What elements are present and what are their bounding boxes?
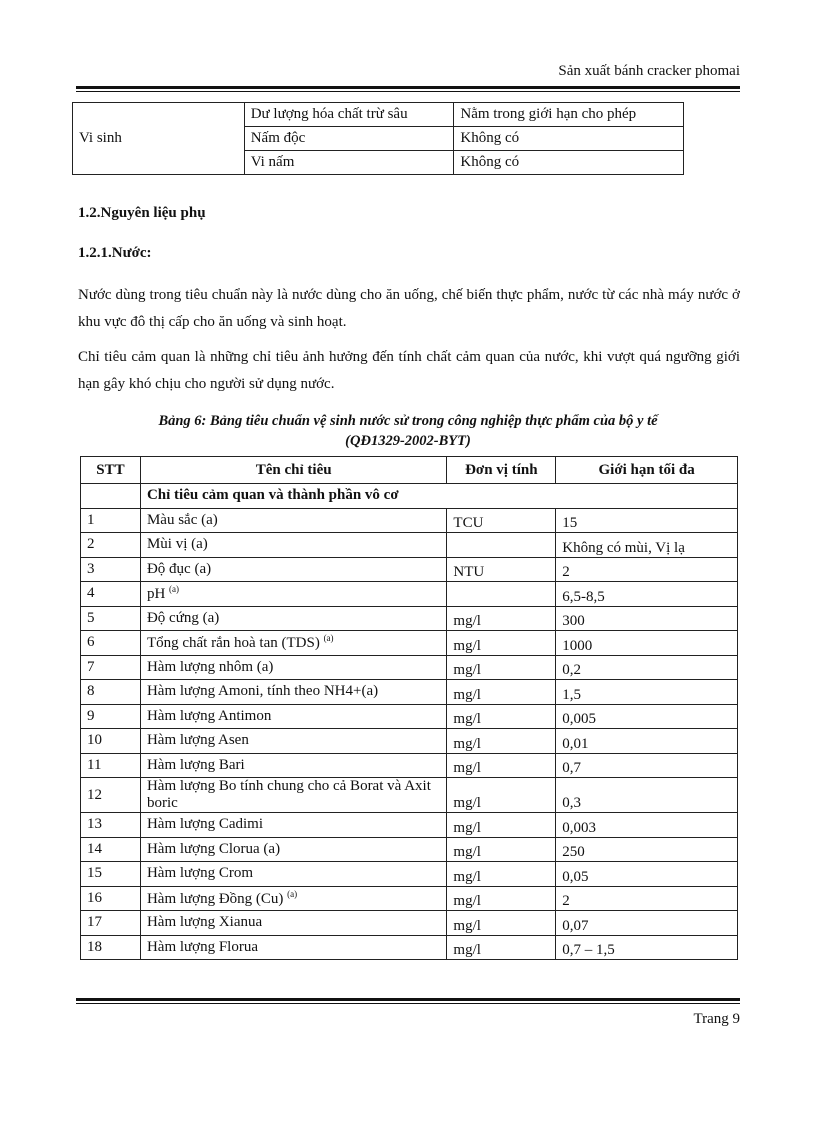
cell-text: Hàm lượng nhôm (a) [146, 658, 274, 675]
table-cell-unit: mg/l [447, 886, 556, 911]
table-cell-stt: 13 [81, 813, 141, 838]
table-row [81, 557, 738, 582]
table-cell: Nấm độc [244, 127, 454, 151]
table-cell-unit: mg/l [447, 606, 556, 631]
table-row [81, 778, 738, 813]
table-cell-name [140, 935, 446, 960]
table-cell-limit: 1,5 [556, 680, 738, 705]
column-header: Giới hạn tối đa [556, 457, 738, 484]
table-cell-name [140, 813, 446, 838]
table-cell [73, 103, 245, 127]
cell-text: Hàm lượng Cadimi [146, 816, 264, 833]
table-cell-limit: 6,5-8,5 [556, 582, 738, 607]
cell-text: Độ cứng (a) [146, 609, 220, 626]
table-row [73, 151, 684, 175]
table-cell-unit: mg/l [447, 837, 556, 862]
table-cell-limit: Không có mùi, Vị lạ [556, 533, 738, 558]
table-cell-limit: 15 [556, 508, 738, 533]
footnote-mark: (a) [323, 633, 334, 644]
table-cell-stt: 9 [81, 704, 141, 729]
table-cell-unit: mg/l [447, 631, 556, 656]
cell-text: Hàm lượng Bari [146, 756, 245, 773]
cell-text: Màu sắc (a) [146, 511, 218, 528]
table-row [81, 862, 738, 887]
cell-text: Hàm lượng Antimon [146, 707, 272, 724]
table-cell-limit: 1000 [556, 631, 738, 656]
cell-text: Mùi vị (a) [146, 536, 208, 553]
table-cell-stt: 3 [81, 557, 141, 582]
microbiology-table [72, 102, 684, 175]
table-cell-name [140, 508, 446, 533]
table-cell: Không có [454, 127, 684, 151]
cell-text: Hàm lượng Bo tính chung cho cả Borat và Axit boric [146, 778, 431, 811]
table-cell: Nằm trong giới hạn cho phép [454, 103, 684, 127]
table-cell [73, 151, 245, 175]
cell-text: pH [146, 586, 166, 603]
table-cell-limit: 2 [556, 557, 738, 582]
table-row [81, 886, 738, 911]
table-cell-limit: 0,01 [556, 729, 738, 754]
caption-line: Bảng 6: Bảng tiêu chuẩn vệ sinh nước sử trong công nghiệp thực phẩm của bộ y tế [158, 413, 658, 429]
table-cell-unit: mg/l [447, 680, 556, 705]
table-cell-name [140, 911, 446, 936]
table-cell-limit: 2 [556, 886, 738, 911]
table-row [81, 606, 738, 631]
table-cell-limit: 0,05 [556, 862, 738, 887]
page-number: Trang 9 [693, 1011, 740, 1027]
footer-rule [76, 998, 740, 1001]
paragraph: Nước dùng trong tiêu chuẩn này là nước dùng cho ăn uống, chế biến thực phẩm, nước từ các nhà máy nước ở khu vực đô thị cấp cho ăn uống và sinh hoạt. [78, 287, 740, 330]
table-cell-name [140, 886, 446, 911]
cell-text: Hàm lượng Florua [146, 938, 259, 955]
table-row [81, 813, 738, 838]
header-title: Sản xuất bánh cracker phomai [558, 63, 740, 79]
group-label: Chỉ tiêu cảm quan và thành phần vô cơ [140, 484, 737, 509]
table-cell-limit: 0,07 [556, 911, 738, 936]
table-cell-stt: 8 [81, 680, 141, 705]
table-row [81, 911, 738, 936]
caption-line: (QĐ1329-2002-BYT) [345, 433, 471, 449]
table-cell-limit: 0,7 – 1,5 [556, 935, 738, 960]
table-row [81, 729, 738, 754]
table-cell-stt: 11 [81, 753, 141, 778]
paragraph: Chỉ tiêu cảm quan là những chỉ tiêu ảnh hưởng đến tính chất cảm quan của nước, khi vượt quá ngưỡng giới hạn gây khó chịu cho người sử dụng nước. [78, 349, 740, 392]
table-cell [81, 484, 141, 509]
table-cell-name [140, 631, 446, 656]
table-cell-unit: mg/l [447, 729, 556, 754]
table-row [81, 655, 738, 680]
table-cell-unit: mg/l [447, 655, 556, 680]
section-heading: 1.2.Nguyên liệu phụ [78, 205, 206, 221]
table-cell-limit: 250 [556, 837, 738, 862]
table-cell-name [140, 582, 446, 607]
table-cell-name [140, 606, 446, 631]
table-row [81, 533, 738, 558]
cell-text: Hàm lượng Crom [146, 865, 254, 882]
table-cell-stt: 18 [81, 935, 141, 960]
table-cell-stt: 7 [81, 655, 141, 680]
table-cell-name [140, 655, 446, 680]
cell-text: Hàm lượng Xianua [146, 914, 263, 931]
table-cell-limit: 0,3 [556, 778, 738, 813]
header-rule [76, 86, 740, 89]
group-row [81, 484, 738, 509]
cell-text: Hàm lượng Amoni, tính theo NH4+(a) [146, 683, 379, 700]
table-cell-unit [447, 533, 556, 558]
table-cell-stt: 6 [81, 631, 141, 656]
table-cell-unit: mg/l [447, 704, 556, 729]
table-cell-name [140, 862, 446, 887]
table-cell-unit [447, 582, 556, 607]
table-row [81, 631, 738, 656]
table-row [73, 103, 684, 127]
table-cell-name [140, 533, 446, 558]
table-row [73, 127, 684, 151]
table-row [81, 582, 738, 607]
table-cell-unit: mg/l [447, 935, 556, 960]
subsection-heading: 1.2.1.Nước: [78, 245, 152, 261]
table-cell: Vi nấm [244, 151, 454, 175]
table-cell-stt: 4 [81, 582, 141, 607]
table-cell-name [140, 557, 446, 582]
footnote-mark: (a) [169, 584, 180, 595]
table-row [81, 837, 738, 862]
table-cell-stt: 14 [81, 837, 141, 862]
column-header: Đơn vị tính [447, 457, 556, 484]
table-cell-unit: mg/l [447, 911, 556, 936]
cell-text: Hàm lượng Asen [146, 732, 249, 749]
table-cell-stt: 10 [81, 729, 141, 754]
table-cell-limit: 0,7 [556, 753, 738, 778]
cell-text: Hàm lượng Clorua (a) [146, 840, 281, 857]
table-cell-unit: TCU [447, 508, 556, 533]
table-row [81, 753, 738, 778]
table-cell-name [140, 837, 446, 862]
table-cell-limit: 0,003 [556, 813, 738, 838]
column-header: STT [81, 457, 141, 484]
header-rule-thin [76, 91, 740, 92]
table-cell-stt: 1 [81, 508, 141, 533]
table-cell-limit: 300 [556, 606, 738, 631]
footer-rule-thin [76, 1003, 740, 1004]
table-row [81, 704, 738, 729]
table-cell-unit: NTU [447, 557, 556, 582]
cell-text: Tổng chất rắn hoà tan (TDS) [146, 635, 320, 652]
table-cell-limit: 0,2 [556, 655, 738, 680]
cell-text: Hàm lượng Đồng (Cu) [146, 890, 284, 907]
table-cell-stt: 2 [81, 533, 141, 558]
table-cell-stt: 12 [81, 778, 141, 813]
table-cell-stt: 15 [81, 862, 141, 887]
table-cell: Vi sinh [73, 127, 245, 151]
water-standard-table [80, 456, 738, 960]
table-cell: Dư lượng hóa chất trừ sâu [244, 103, 454, 127]
table-cell-unit: mg/l [447, 862, 556, 887]
cell-text: Độ đục (a) [146, 560, 212, 577]
table-cell-name [140, 680, 446, 705]
table-cell-stt: 5 [81, 606, 141, 631]
footnote-mark: (a) [287, 888, 298, 899]
table-header-row [81, 457, 738, 484]
table-cell-name [140, 704, 446, 729]
table-cell-name [140, 729, 446, 754]
table-cell-name [140, 753, 446, 778]
table-row [81, 508, 738, 533]
table-cell-unit: mg/l [447, 813, 556, 838]
table-cell-unit: mg/l [447, 753, 556, 778]
table-caption [76, 411, 740, 451]
table-cell-name [140, 778, 446, 813]
table-cell-unit: mg/l [447, 778, 556, 813]
table-cell-limit: 0,005 [556, 704, 738, 729]
table-row [81, 935, 738, 960]
column-header: Tên chỉ tiêu [140, 457, 446, 484]
table-cell-stt: 16 [81, 886, 141, 911]
table-row [81, 680, 738, 705]
table-cell: Không có [454, 151, 684, 175]
table-cell-stt: 17 [81, 911, 141, 936]
